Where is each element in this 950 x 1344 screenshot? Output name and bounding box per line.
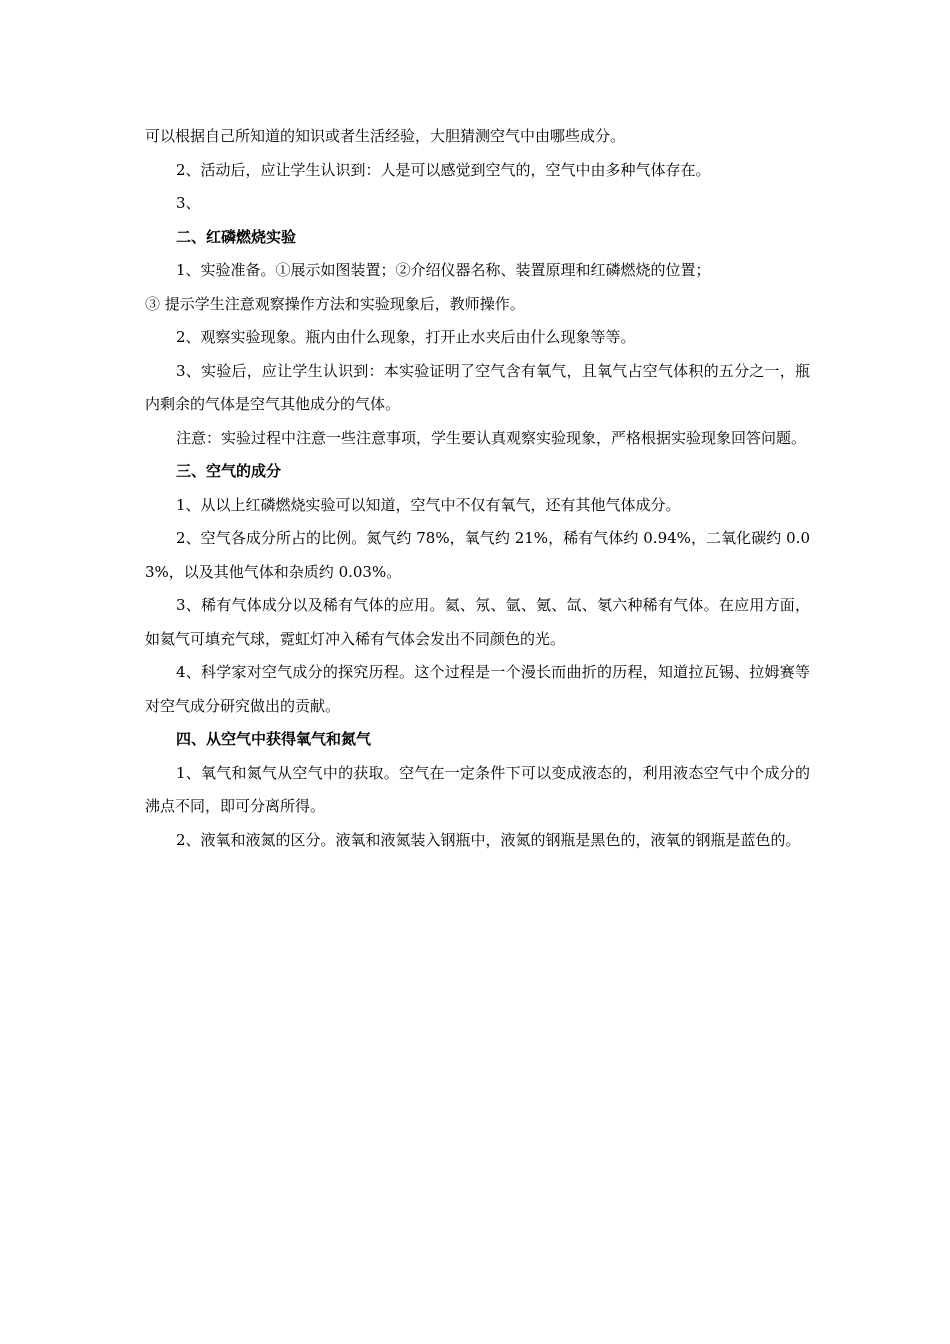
document-body — [145, 120, 810, 857]
section-heading: 四、从空气中获得氧气和氮气 — [176, 730, 372, 748]
paragraph: 2、液氧和液氮的区分。液氧和液氮装入钢瓶中，液氮的钢瓶是黑色的，液氧的钢瓶是蓝色的。 — [176, 830, 801, 849]
paragraph: 3、实验后，应让学生认识到：本实验证明了空气含有氧气，且氧气占空气体积的五分之一，瓶内剩余的气体是空气其他成分的气体。 — [145, 361, 810, 413]
paragraph: 1、实验准备。①展示如图装置；②介绍仪器名称、装置原理和红磷燃烧的位置； — [176, 261, 711, 279]
paragraph: 4、科学家对空气成分的探究历程。这个过程是一个漫长而曲折的历程，知道拉瓦锡、拉姆赛等对空气成分研究做出的贡献。 — [145, 663, 810, 715]
paragraph: 2、空气各成分所占的比例。氮气约 78%，氧气约 21%，稀有气体约 0.94%，二氧化碳约 0.03%，以及其他气体和杂质约 0.03%。 — [145, 529, 810, 581]
paragraph: 3、 — [176, 194, 201, 212]
section-heading: 三、空气的成分 — [176, 462, 282, 480]
paragraph: 2、活动后，应让学生认识到：人是可以感觉到空气的，空气中由多种气体存在。 — [176, 160, 711, 179]
paragraph: 1、氧气和氮气从空气中的获取。空气在一定条件下可以变成液态的，利用液态空气中个成分的沸点不同，即可分离所得。 — [145, 763, 810, 815]
paragraph: 注意：实验过程中注意一些注意事项，学生要认真观察实验现象，严格根据实验现象回答问题。 — [176, 428, 807, 447]
paragraph: 2、观察实验现象。瓶内由什么现象，打开止水夹后由什么现象等等。 — [176, 328, 636, 346]
section-heading: 二、红磷燃烧实验 — [176, 227, 297, 246]
paragraph: ③ 提示学生注意观察操作方法和实验现象后，教师操作。 — [145, 294, 525, 313]
paragraph: 3、稀有气体成分以及稀有气体的应用。氦、氖、氩、氪、氙、氡六种稀有气体。在应用方面，如氦气可填充气球，霓虹灯冲入稀有气体会发出不同颜色的光。 — [145, 596, 810, 648]
paragraph: 可以根据自己所知道的知识或者生活经验，大胆猜测空气中由哪些成分。 — [145, 127, 626, 145]
paragraph: 1、从以上红磷燃烧实验可以知道，空气中不仅有氧气，还有其他气体成分。 — [176, 495, 681, 514]
